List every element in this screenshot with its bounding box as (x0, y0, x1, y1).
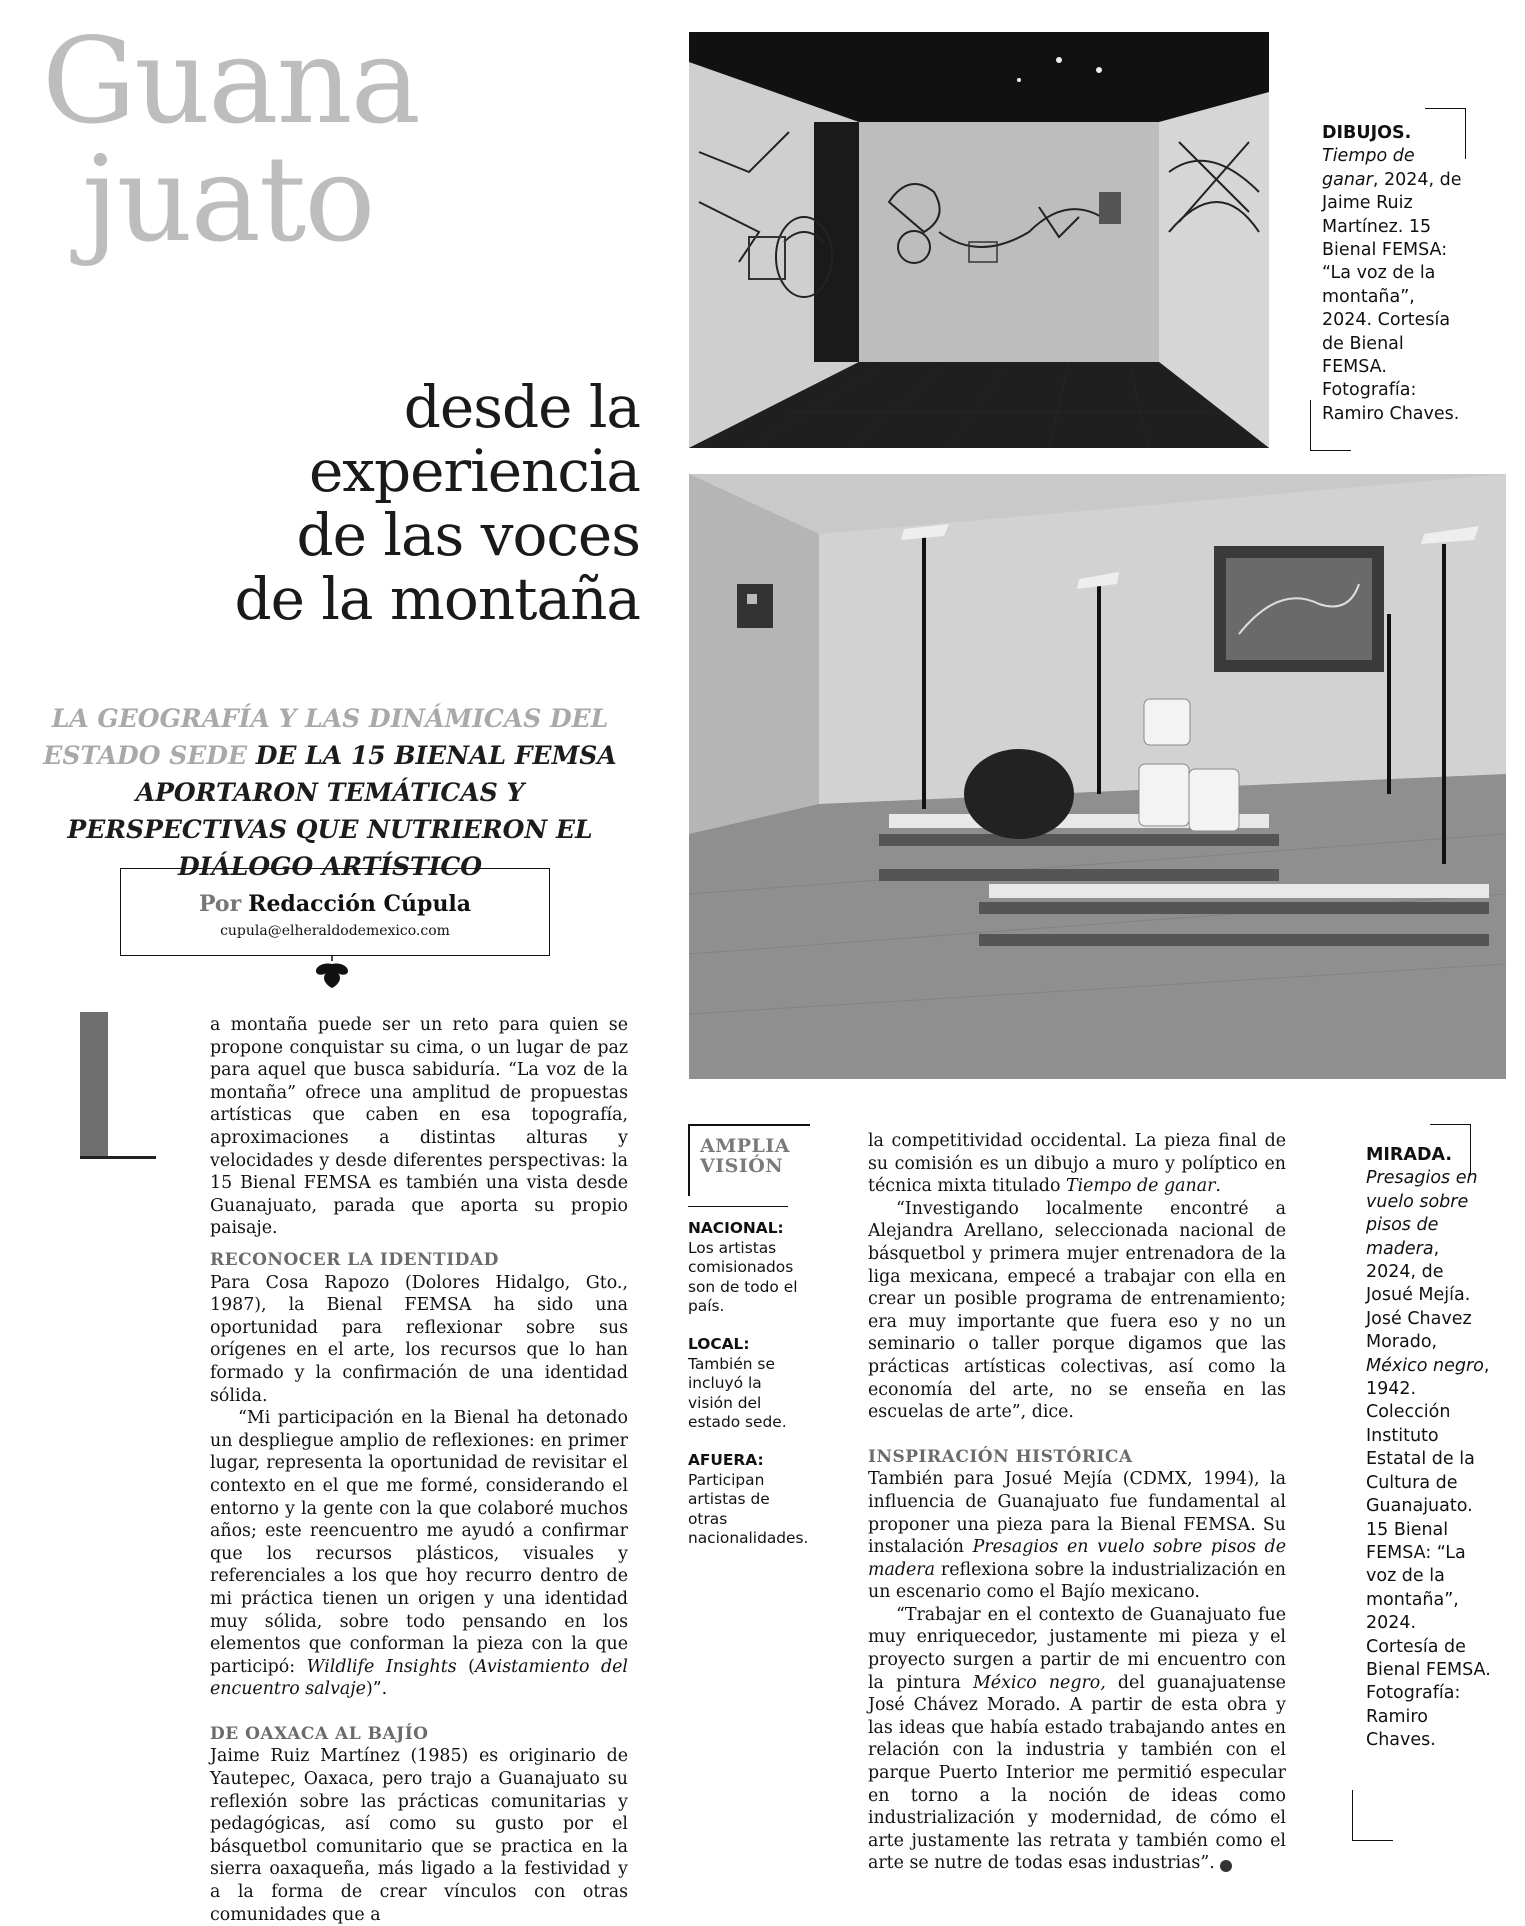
article-column-2 (868, 1130, 1286, 1875)
headline-sub-line-2: experiencia (308, 437, 640, 505)
sidebar-amplia-vision (688, 1124, 810, 1567)
paragraph-5: “Investigando localmente encontré a Alejandra Arellano, seleccionada nacional de básquetbol y primera mujer entrenadora de la liga mexicana, empecé a trabajar con ella en crear un posible programa de entrenamiento; era muy importante que fuera eso y no un seminario o taller porque digamos que las prácticas artísticas colectivas, así como la economía del arte, no se enseña en las escuelas de arte”, dice. (868, 1198, 1286, 1423)
headline-sub-line-1: desde la (403, 373, 640, 441)
headline-sub-line-4: de la montaña (234, 565, 640, 633)
paragraph-2: “Mi participación en la Bienal ha detonado un despliegue amplio de reflexiones: en primer lugar, representa la oportunidad de revisitar el contexto en el que me formé, considerando el entorno y la gente con la que colaboré muchos años; este reencuentro me ayudó a confirmar que los recursos plásticos, visuales y referenciales a los que hoy recurro dentro de mi práctica tienen un origen y una identidad muy sólida, sobre todo pensando en los elementos que conforman la pieza con la que participó: Wildlife Insights (Avistamiento del encuentro salvaje)”. (210, 1408, 628, 1700)
article-column-1 (210, 1249, 628, 1926)
subhead-2: DE OAXACA AL BAJÍO (210, 1723, 429, 1744)
sidebar-item-nacional: NACIONAL: Los artistas comisionados son de todo el país. (688, 1219, 798, 1316)
sidebar-item-afuera: AFUERA: Participan artistas de otras nacionalidades. (688, 1450, 809, 1548)
article-intro (210, 1014, 628, 1240)
end-mark-icon: H (1220, 1860, 1232, 1872)
deck-grey: LA GEOGRAFÍA Y LAS DINÁMICAS DEL ESTADO SEDE (43, 704, 609, 770)
deck-dark: DE LA 15 BIENAL FEMSA APORTARON TEMÁTICAS Y PERSPECTIVAS QUE NUTRIERON EL DIÁLOGO ARTÍSTICO (67, 741, 617, 881)
photo-installation (689, 474, 1506, 1079)
sidebar-divider (688, 1206, 788, 1207)
headline-subtitle (60, 375, 640, 631)
drop-cap (80, 1012, 156, 1164)
byline (121, 891, 549, 917)
paragraph-3: Jaime Ruiz Martínez (1985) es originario de Yautepec, Oaxaca, pero trajo a Guanajuato su reflexión sobre las prácticas comunitarias y pedagógicas, así como su gusto por el básquetbol comunitario que se practica en la sierra oaxaqueña, más ligado a la festividad y a la forma de crear vínculos con otras comunidades que a (210, 1746, 628, 1925)
headline-sub-line-3: de las voces (296, 501, 640, 569)
headline-main (42, 12, 642, 268)
paragraph-4: la competitividad occidental. La pieza final de su comisión es un dibujo a muro y políptico en técnica mixta titulado Tiempo de ganar. (868, 1131, 1286, 1197)
headline-line-2: juato (82, 130, 374, 268)
paragraph-7: “Trabajar en el contexto de Guanajuato fue muy enriquecedor, justamente mi pieza y el proyecto surgen a partir de mi encuentro con la pintura México negro, del guanajuatense José Chávez Morado. A partir de esta obra y las ideas que había estado trabajando antes en relación con la industria y también con el parque Puerto Interior me permitió especular en torno a la noción de ideas como industrialización y modernidad, de cómo el arte justamente las retrata y también como el arte se nutre de todas esas industrias”. H (868, 1604, 1286, 1874)
caption-photo-2: MIRADA. Presagios en vuelo sobre pisos de madera, 2024, de Josué Mejía. José Chavez Morado, México negro, 1942. Colección Instituto Estatal de la Cultura de Guanajuato. 15 Bienal FEMSA: “La voz de la montaña”, 2024. Cortesía de Bienal FEMSA. Fotografía: Ramiro Chaves. (1366, 1145, 1491, 1751)
caption-photo-1: DIBUJOS. Tiempo de ganar, 2024, de Jaime Ruiz Martínez. 15 Bienal FEMSA: “La voz de la montaña”, 2024. Cortesía de Bienal FEMSA. Fotografía: Ramiro Chaves. (1322, 123, 1462, 424)
byline-email[interactable]: cupula@elheraldodemexico.com (220, 923, 450, 939)
paragraph-1: Para Cosa Rapozo (Dolores Hidalgo, Gto., 1987), la Bienal FEMSA ha sido una oportunidad para reflexionar sobre sus orígenes en el arte, los recursos que lo han formado y la confirmación de una identidad sólida. (210, 1272, 628, 1406)
caption-2-bracket-bottom (1352, 1790, 1393, 1841)
sidebar-item-local: LOCAL: También se incluyó la visión del estado sede. (688, 1334, 787, 1432)
deck (40, 700, 620, 885)
byline-box (120, 868, 550, 956)
intro-paragraph: a montaña puede ser un reto para quien se propone conquistar su cima, o un lugar de paz para aquel que busca sabiduría. “La voz de la montaña” ofrece una amplitud de propuestas artísticas que caben en esa topografía, aproximaciones a distintas alturas y velocidades y desde diferentes perspectivas: la 15 Bienal FEMSA es también una vista desde Guanajuato, parada que aporta su propio paisaje. (210, 1015, 628, 1239)
paragraph-6: También para Josué Mejía (CDMX, 1994), la influencia de Guanajuato fue fundamental al proponer una pieza para la Bienal FEMSA. Su instalación Presagios en vuelo sobre pisos de madera reflexiona sobre la industrialización en un escenario como el Bajío mexicano. (868, 1469, 1286, 1603)
byline-por: Por (198, 891, 242, 917)
ornament-icon (312, 956, 352, 990)
subhead-1: RECONOCER LA IDENTIDAD (210, 1250, 499, 1270)
photo-gallery-drawings (689, 32, 1269, 448)
headline-line-1: Guana (42, 12, 419, 150)
caption-bracket-bottom (1310, 400, 1351, 451)
sidebar-title: AMPLIA VISIÓN (688, 1124, 810, 1196)
subhead-3: INSPIRACIÓN HISTÓRICA (868, 1446, 1133, 1467)
byline-author: Redacción Cúpula (248, 891, 472, 917)
